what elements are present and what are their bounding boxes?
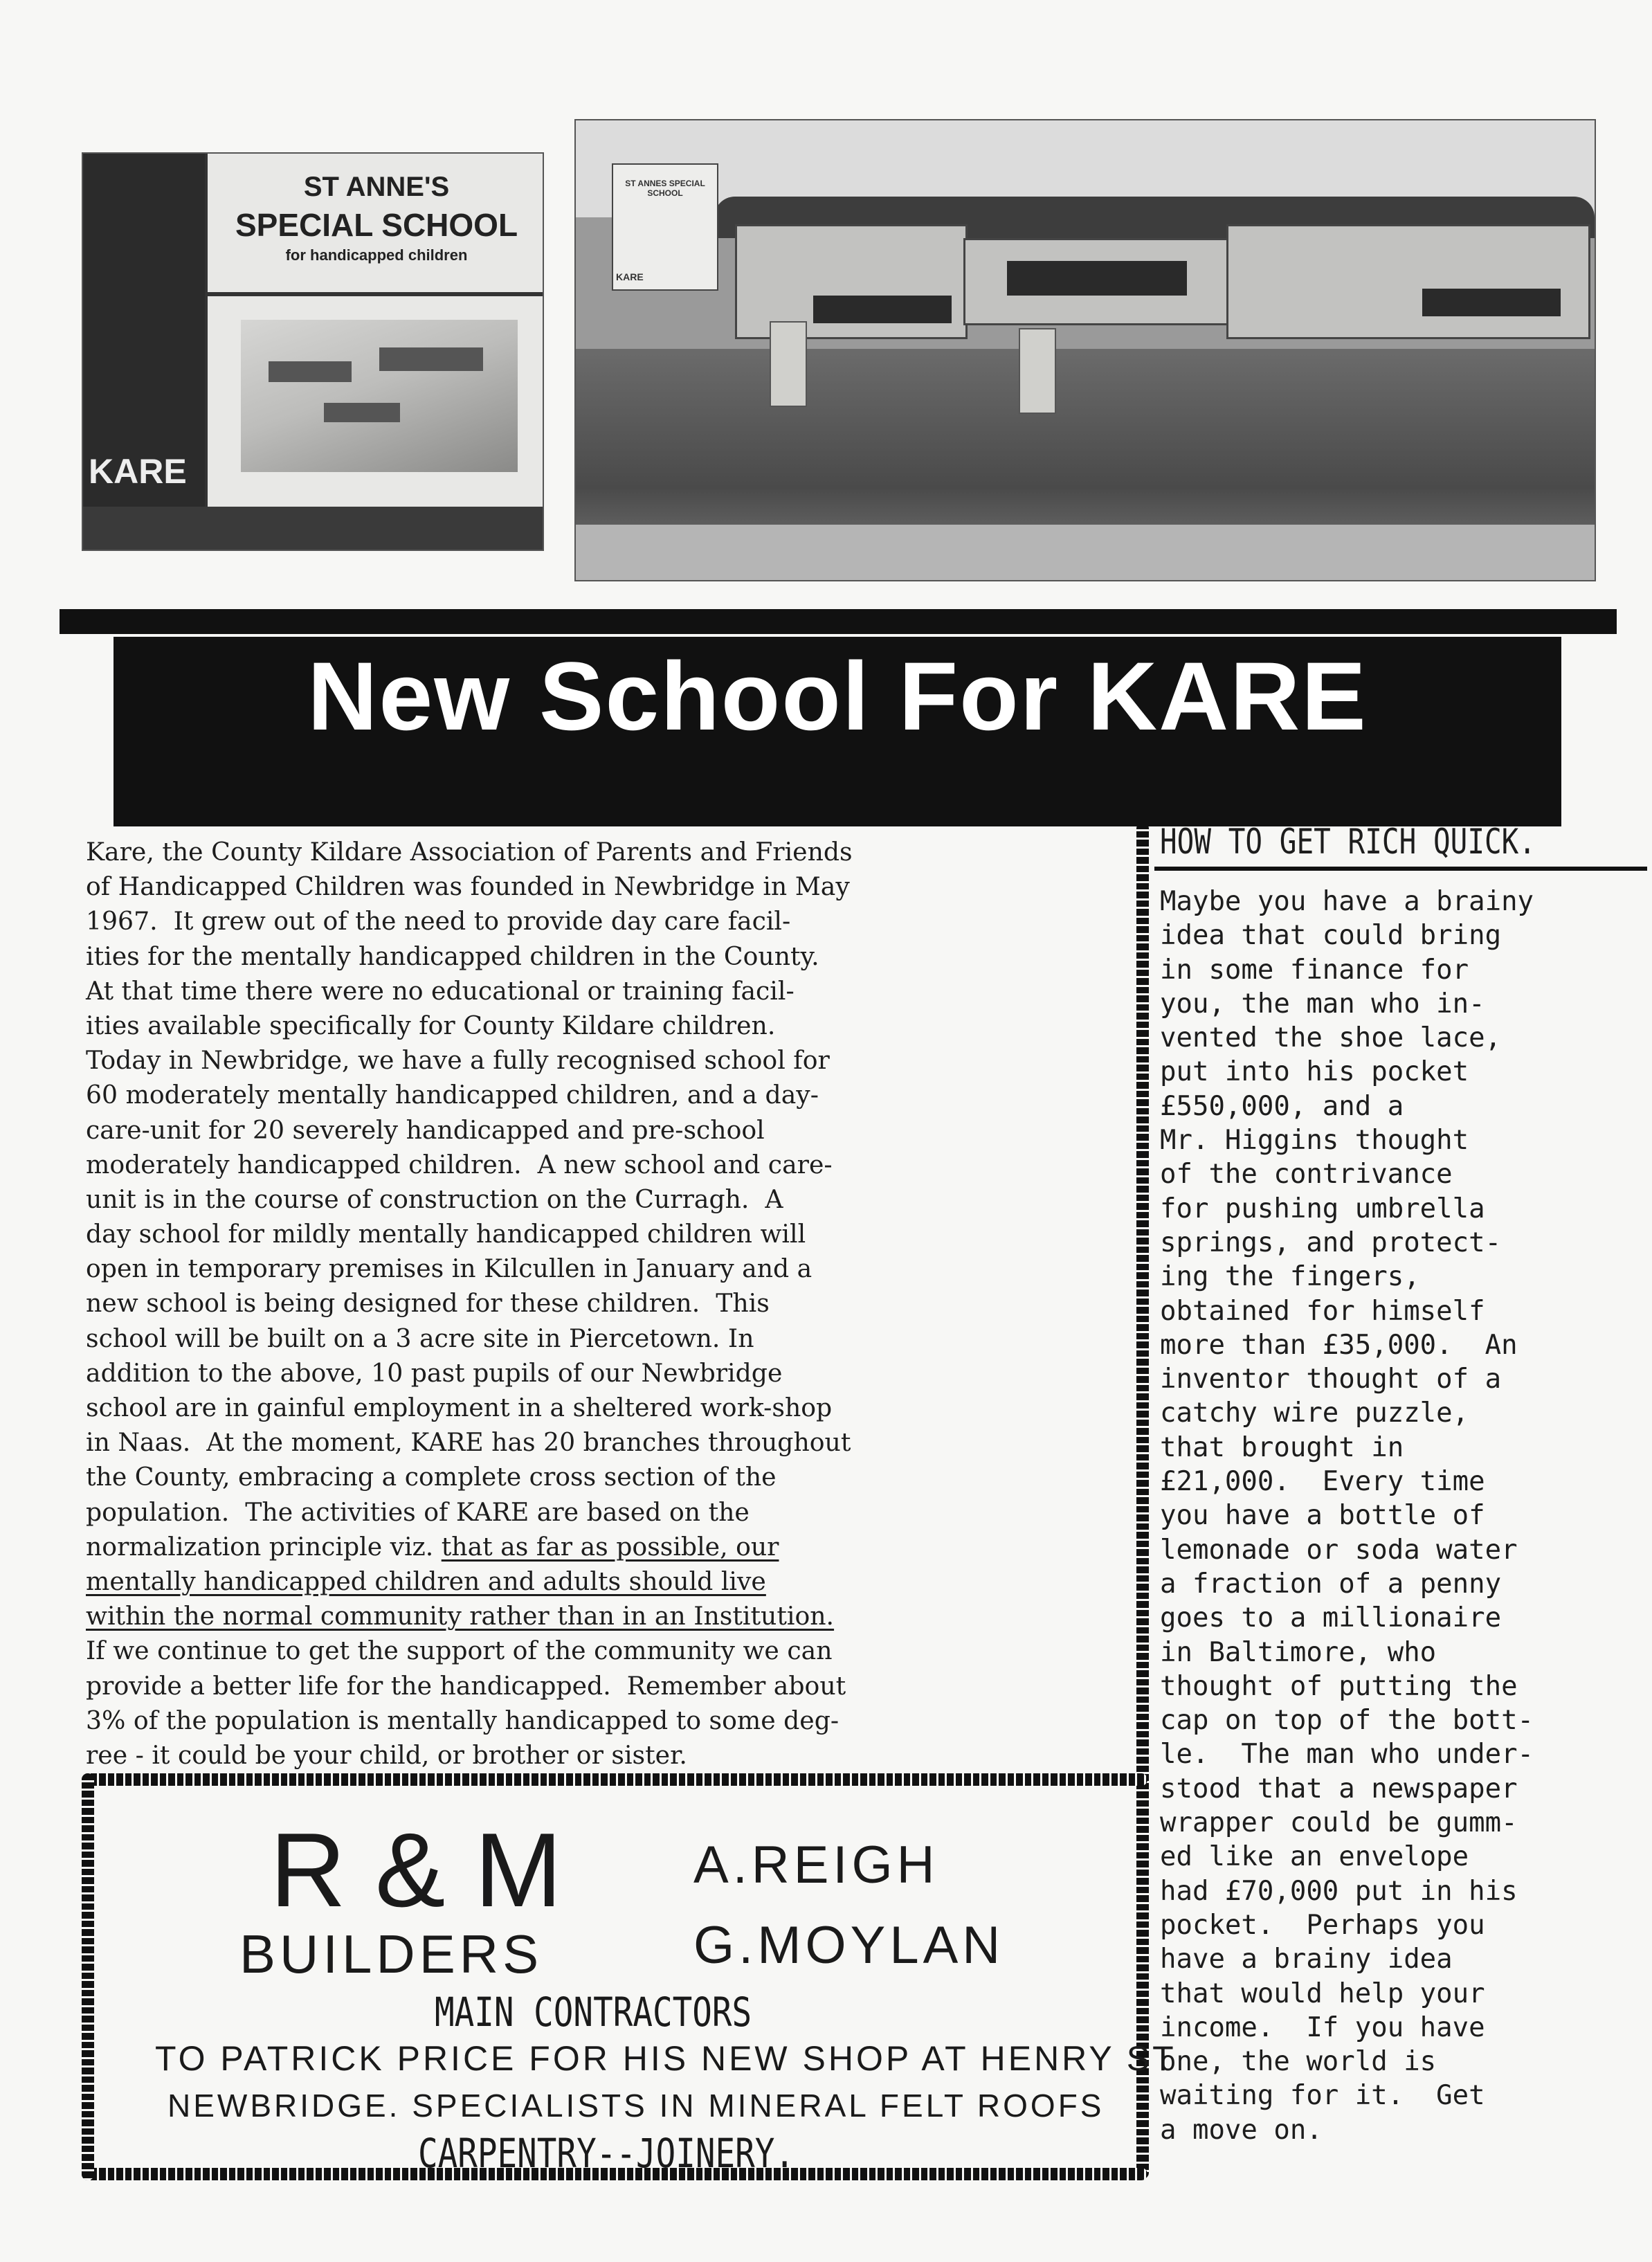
article-line: 60 moderately mentally handicapped children, and a day- (86, 1080, 819, 1110)
sidebar-title-rule (1154, 867, 1647, 871)
headline-top-rule (60, 609, 1617, 634)
sign-text-line1: ST ANNE'S (303, 172, 450, 202)
sidebar-line: one, the world is (1160, 2046, 1437, 2078)
advert-line-specialists: NEWBRIDGE. SPECIALISTS IN MINERAL FELT ROOFS (167, 2088, 1105, 2124)
sidebar-line: you, the man who in- (1160, 988, 1485, 1020)
sidebar-line: wrapper could be gumm- (1160, 1807, 1518, 1839)
sidebar-body (1160, 885, 1644, 2147)
sidebar-line: vented the shoe lace, (1160, 1022, 1502, 1054)
sidebar-line: in some finance for (1160, 954, 1469, 986)
building-middle (963, 238, 1231, 325)
article-line: Today in Newbridge, we have a fully recognised school for (86, 1045, 830, 1076)
sidebar-line: £550,000, and a (1160, 1090, 1404, 1122)
article-line: new school is being designed for these children. This (86, 1288, 770, 1319)
advert-line-contractors: MAIN CONTRACTORS (435, 1989, 752, 2036)
article-line: unit is in the course of construction on the Curragh. A (86, 1184, 783, 1214)
sidebar-line: that brought in (1160, 1431, 1404, 1463)
sidebar-line: inventor thought of a (1160, 1364, 1502, 1395)
article-line: ities available specifically for County Kildare children. (86, 1010, 776, 1040)
sidebar-line: a fraction of a penny (1160, 1568, 1502, 1600)
architect-drawing (241, 320, 518, 472)
sign-text-line2: SPECIAL SCHOOL (235, 207, 518, 243)
article-line: in Naas. At the moment, KARE has 20 branches throughout (86, 1427, 851, 1458)
advert-company-name: R & M (270, 1811, 563, 1929)
sidebar-line: more than £35,000. An (1160, 1329, 1518, 1361)
road (576, 525, 1595, 580)
sidebar-line: catchy wire puzzle, (1160, 1397, 1469, 1429)
article-underlined-text: mentally handicapped children and adults should live (86, 1566, 766, 1596)
advert-line-shop: TO PATRICK PRICE FOR HIS NEW SHOP AT HENRY ST (155, 2039, 1177, 2078)
block-pile (1019, 328, 1056, 414)
construction-site-photo (574, 119, 1596, 581)
sidebar-line: pocket. Perhaps you (1160, 1909, 1485, 1941)
article-line: provide a better life for the handicapped. Remember about (86, 1670, 846, 1701)
sidebar-line: had £70,000 put in his (1160, 1875, 1518, 1907)
site-sign-text: ST ANNES SPECIAL SCHOOL (625, 179, 705, 198)
article-line: of Handicapped Children was founded in Newbridge in May (86, 871, 850, 902)
article-line: ree - it could be your child, or brother or sister. (86, 1739, 687, 1770)
article-line: school will be built on a 3 acre site in Piercetown. In (86, 1323, 754, 1353)
sidebar-line: in Baltimore, who (1160, 1636, 1437, 1668)
article-line: open in temporary premises in Kilcullen in January and a (86, 1254, 813, 1284)
sidebar-title: HOW TO GET RICH QUICK. (1160, 822, 1536, 862)
sidebar-line: for pushing umbrella (1160, 1193, 1485, 1224)
article-body (86, 835, 1124, 1773)
sidebar-line: you have a bottle of (1160, 1500, 1485, 1532)
advert-partner-name: G.MOYLAN (693, 1916, 1005, 1975)
sidebar-line: ed like an envelope (1160, 1841, 1469, 1873)
sidebar-line: £21,000. Every time (1160, 1466, 1485, 1498)
sidebar-line: put into his pocket (1160, 1056, 1469, 1088)
sidebar-line: le. The man who under- (1160, 1739, 1534, 1771)
article-line: day school for mildly mentally handicapped children will (86, 1219, 806, 1249)
sidebar-line: ing the fingers, (1160, 1261, 1420, 1293)
headline-banner (114, 637, 1561, 753)
sign-divider (208, 292, 544, 296)
article-line: If we continue to get the support of the community we can (86, 1636, 833, 1666)
article-line-plain: normalization principle viz. (86, 1531, 442, 1562)
sidebar-line: that would help your (1160, 1978, 1485, 2009)
site-sign-logo: KARE (616, 271, 644, 282)
school-sign-board (205, 154, 544, 507)
sidebar-line: obtained for himself (1160, 1295, 1485, 1327)
sidebar-line: a move on. (1160, 2114, 1323, 2146)
advert-partner-name: A.REIGH (693, 1836, 939, 1894)
sidebar-line: income. If you have (1160, 2011, 1485, 2043)
headline: New School For KARE (307, 642, 1368, 750)
kare-logo: KARE (89, 452, 187, 491)
site-sign (612, 163, 718, 291)
article-line: addition to the above, 10 past pupils of our Newbridge (86, 1357, 783, 1388)
block-pile (770, 321, 807, 407)
builders-advert (86, 1779, 1177, 2177)
article-line: 1967. It grew out of the need to provide day care facil- (86, 906, 791, 937)
article-line: care-unit for 20 severely handicapped and pre-school (86, 1114, 765, 1145)
sidebar-line: Mr. Higgins thought (1160, 1125, 1469, 1157)
sidebar-line: goes to a millionaire (1160, 1602, 1502, 1634)
article-line (86, 1530, 1124, 1564)
article-line: ities for the mentally handicapped children in the County. (86, 941, 819, 971)
advert-line-carpentry: CARPENTRY--JOINERY. (418, 2130, 795, 2177)
sign-ground (83, 507, 543, 550)
sidebar-line: Maybe you have a brainy (1160, 886, 1534, 917)
article-line: school are in gainful employment in a sheltered work-shop (86, 1393, 833, 1422)
article-line: 3% of the population is mentally handicapped to some deg- (86, 1705, 839, 1735)
sidebar-line: springs, and protect- (1160, 1227, 1502, 1258)
sidebar-chain-border (1136, 822, 1149, 2179)
sidebar-line: idea that could bring (1160, 920, 1502, 952)
sidebar-line: have a brainy idea (1160, 1944, 1453, 1975)
article-line: population. The activities of KARE are based on the (86, 1496, 750, 1527)
article-underlined-text: that as far as possible, our (441, 1531, 779, 1562)
headline-bottom-rule (114, 753, 1561, 826)
advert-builders: BUILDERS (239, 1924, 543, 1984)
sidebar-line: stood that a newspaper (1160, 1773, 1518, 1804)
sign-text-line3: for handicapped children (285, 246, 468, 264)
sidebar-line: waiting for it. Get (1160, 2080, 1485, 2112)
sidebar-line: cap on top of the bott- (1160, 1705, 1534, 1737)
sidebar-line: of the contrivance (1160, 1159, 1453, 1191)
article-line: the County, embracing a complete cross section of the (86, 1462, 777, 1492)
sign-photo (82, 152, 544, 551)
article-line: moderately handicapped children. A new school and care- (86, 1149, 833, 1179)
sidebar-line: thought of putting the (1160, 1670, 1518, 1702)
article-line: Kare, the County Kildare Association of Parents and Friends (86, 837, 853, 867)
article-underlined-text: within the normal community rather than in an Institution. (86, 1601, 835, 1631)
article-line: At that time there were no educational or training facil- (86, 975, 795, 1006)
building-right (1226, 224, 1590, 339)
sidebar-line: lemonade or soda water (1160, 1534, 1518, 1566)
